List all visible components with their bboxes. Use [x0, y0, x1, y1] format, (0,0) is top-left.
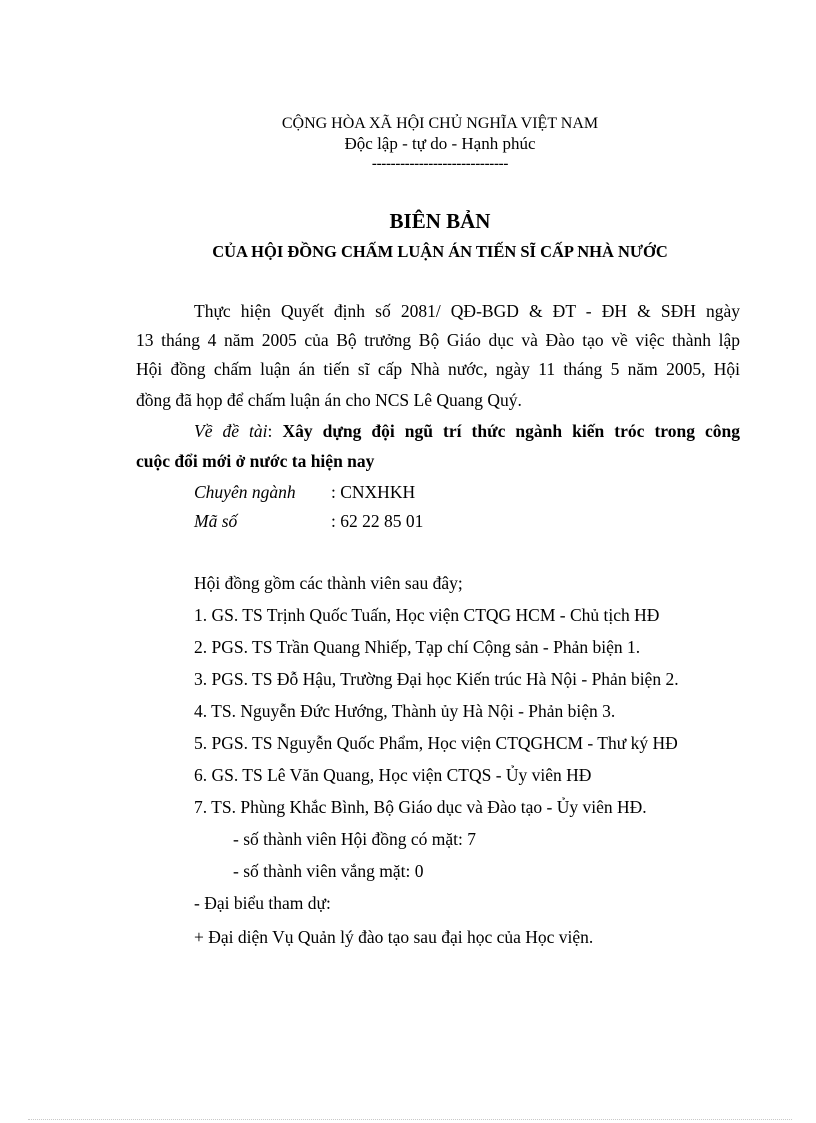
council-member: 4. TS. Nguyễn Đức Hướng, Thành ủy Hà Nội - Phản biện 3. — [194, 701, 616, 721]
topic-line — [194, 420, 740, 442]
topic-colon: : — [267, 421, 283, 441]
council-member: 1. GS. TS Trịnh Quốc Tuấn, Học viện CTQG HCM - Chủ tịch HĐ — [194, 605, 660, 625]
members-present: - số thành viên Hội đồng có mặt: 7 — [233, 829, 477, 849]
intro-line: 13 tháng 4 năm 2005 của Bộ trưởng Bộ Giáo dục và Đào tạo về việc thành lập — [136, 330, 740, 350]
code-label: Mã số — [194, 511, 238, 531]
topic-label: Về đề tài — [194, 421, 268, 441]
topic-title-part1: Xây dựng đội ngũ trí thức ngành kiến tróc trong công — [282, 421, 740, 441]
intro-line: Hội đồng chấm luận án tiến sĩ cấp Nhà nước, ngày 11 tháng 5 năm 2005, Hội — [136, 359, 740, 379]
council-member: 3. PGS. TS Đỗ Hậu, Trường Đại học Kiến trúc Hà Nội - Phản biện 2. — [194, 669, 679, 689]
header-separator: ----------------------------- — [371, 156, 509, 172]
topic-title-part2: cuộc đổi mới ở nước ta hiện nay — [136, 451, 375, 471]
intro-line: Thực hiện Quyết định số 2081/ QĐ-BGD & ĐT - ĐH & SĐH ngày — [194, 301, 740, 321]
specialty-label: Chuyên ngành — [194, 482, 296, 502]
guests-label: - Đại biểu tham dự: — [194, 893, 331, 913]
country-header: CỘNG HÒA XÃ HỘI CHỦ NGHĨA VIỆT NAM — [281, 115, 599, 132]
document-title: BIÊN BẢN — [389, 209, 491, 233]
page-bottom-rule — [28, 1119, 792, 1120]
council-member: 2. PGS. TS Trần Quang Nhiếp, Tạp chí Cộng sản - Phản biện 1. — [194, 637, 641, 657]
specialty-value: : CNXHKH — [331, 482, 416, 502]
intro-line: đồng đã họp để chấm luận án cho NCS Lê Quang Quý. — [136, 390, 522, 410]
council-member: 5. PGS. TS Nguyễn Quốc Phẩm, Học viện CTQGHCM - Thư ký HĐ — [194, 733, 678, 753]
council-intro: Hội đồng gồm các thành viên sau đây; — [194, 573, 463, 593]
members-absent: - số thành viên vắng mặt: 0 — [233, 861, 424, 881]
code-value: : 62 22 85 01 — [331, 511, 424, 531]
motto: Độc lập - tự do - Hạnh phúc — [344, 134, 536, 153]
council-member: 7. TS. Phùng Khắc Bình, Bộ Giáo dục và Đào tạo - Ủy viên HĐ. — [194, 797, 647, 817]
council-member: 6. GS. TS Lê Văn Quang, Học viện CTQS - Ủy viên HĐ — [194, 765, 592, 785]
document-subtitle: CỦA HỘI ĐỒNG CHẤM LUẬN ÁN TIẾN SĨ CẤP NHÀ NƯỚC — [212, 242, 668, 261]
guests-item: + Đại diện Vụ Quản lý đào tạo sau đại học của Học viện. — [194, 927, 594, 947]
